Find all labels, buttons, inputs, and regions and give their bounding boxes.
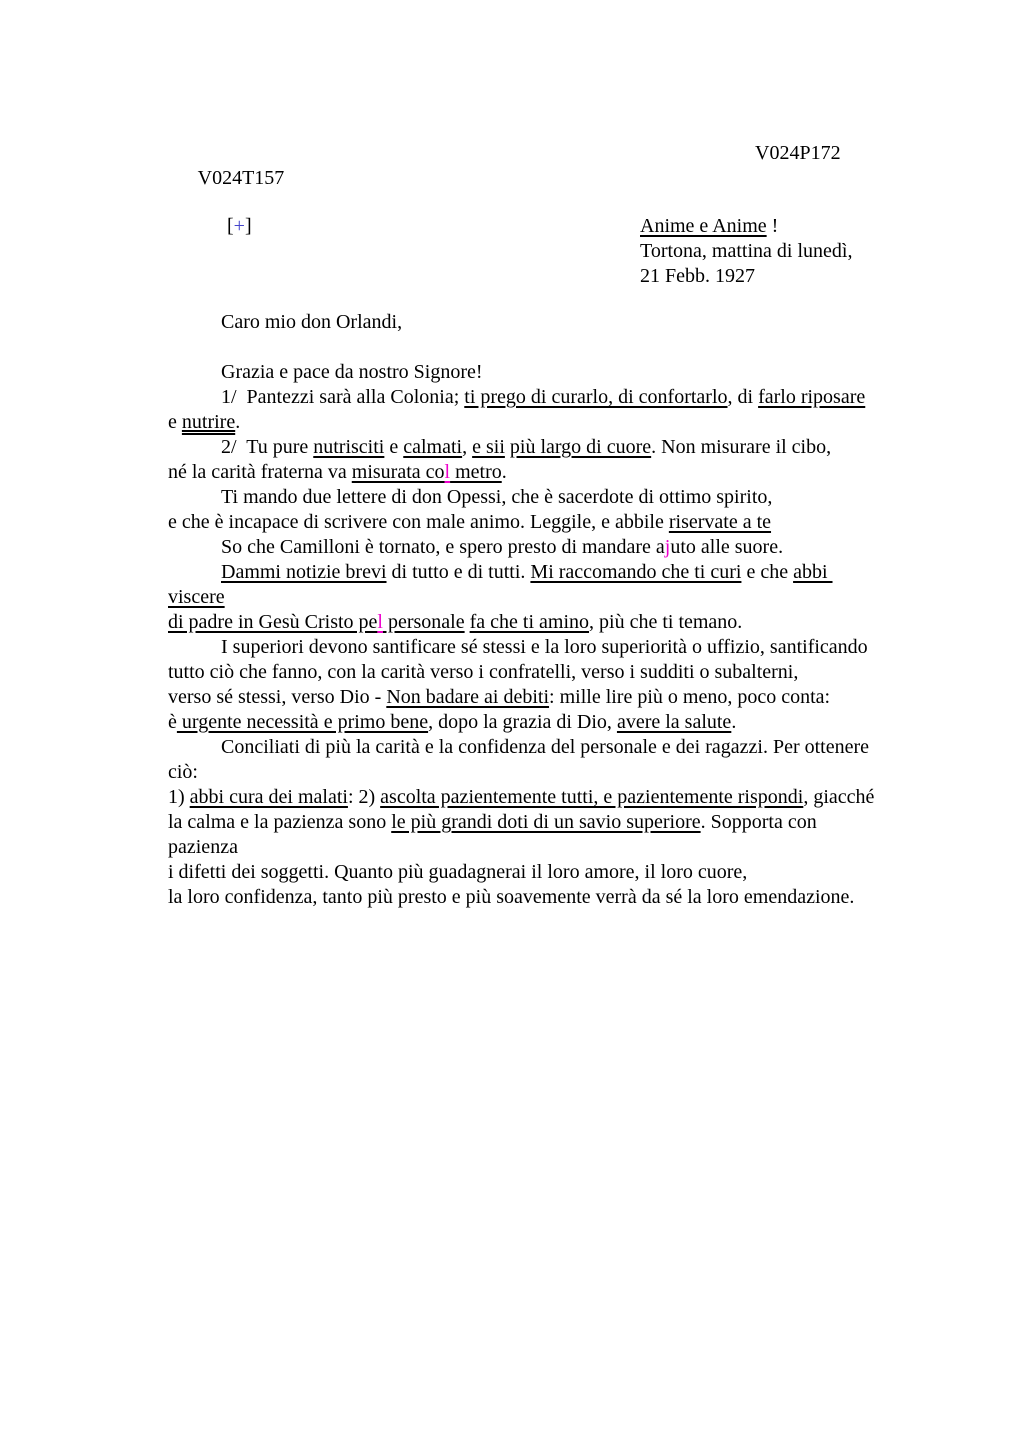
underlined-segment: abbi cura dei malati (189, 786, 348, 808)
magenta-segment: l (444, 461, 451, 483)
body-line (168, 385, 930, 410)
letter-heading-row (168, 214, 930, 289)
magenta-segment: j (664, 536, 671, 558)
underlined-segment: farlo riposare (758, 386, 866, 408)
letter-content (168, 141, 930, 910)
text-segment: . Sopporta con (700, 811, 817, 833)
body-line (168, 410, 930, 435)
body-line (168, 660, 930, 685)
underlined-segment: abbi (793, 561, 833, 583)
underlined-segment: personale (382, 611, 465, 633)
body-line (168, 810, 930, 835)
body-line (168, 360, 930, 385)
document-codes-row (168, 141, 930, 189)
cross-plus-icon: + (233, 215, 245, 237)
underlined-segment: ti prego di curarlo, di confortarlo (464, 386, 728, 408)
body-line (168, 860, 930, 885)
body-line (168, 885, 930, 910)
text-segment: e che (741, 561, 794, 583)
text-segment: tutto ciò che fanno, con la carità verso i confratelli, verso i sudditi o subalterni, (168, 661, 799, 683)
underlined-segment: fa che ti amino (469, 611, 590, 633)
text-segment: Caro mio don Orlandi, (221, 311, 403, 333)
underlined-segment: le più grandi doti di un savio superiore (391, 811, 701, 833)
text-segment: 1) (168, 786, 190, 808)
body-line (168, 535, 930, 560)
body-line (168, 685, 930, 710)
body-line (168, 510, 930, 535)
letter-head-block (640, 214, 852, 289)
text-segment: la calma e la pazienza sono (168, 811, 392, 833)
text-segment: , (462, 436, 473, 458)
body-line (168, 735, 930, 760)
text-segment: uto alle suore. (670, 536, 784, 558)
text-segment: , giacché (803, 786, 875, 808)
text-segment: ciò: (168, 761, 198, 783)
text-segment: e (384, 436, 404, 458)
text-segment: la loro confidenza, tanto più presto e più soavemente verrà da sé la loro emendazione. (168, 886, 855, 908)
text-segment: . (235, 411, 241, 433)
body-line (168, 435, 930, 460)
text-segment: 1/ Pantezzi sarà alla Colonia; (221, 386, 465, 408)
letter-date-line: 21 Febb. 1927 (640, 265, 755, 287)
underlined-segment: misurata co (351, 461, 445, 483)
cross-open-bracket: [ (227, 215, 234, 237)
body-line (168, 310, 930, 335)
text-segment: . (501, 461, 507, 483)
body-line (168, 585, 930, 610)
underlined-segment: urgente necessità e primo bene (176, 711, 429, 733)
body-line (168, 710, 930, 735)
letter-title-line (640, 214, 852, 239)
underlined-segment: Non badare ai debiti (386, 686, 550, 708)
underlined-segment: e sii (472, 436, 505, 458)
letter-title: Anime e Anime (640, 215, 767, 237)
magenta-segment: l (377, 611, 383, 633)
underlined-segment: più largo di cuore (509, 436, 652, 458)
body-line (168, 460, 930, 485)
text-segment: , più che ti temano. (589, 611, 743, 633)
text-segment: , dopo la grazia di Dio, (428, 711, 617, 733)
underlined-segment: nutrire (181, 411, 236, 433)
text-segment: è (168, 711, 177, 733)
text-segment: e (168, 411, 182, 433)
underlined-segment: calmati (403, 436, 463, 458)
underlined-segment: metro (450, 461, 502, 483)
text-segment: 2/ Tu pure (221, 436, 314, 458)
text-segment: : 2) (347, 786, 381, 808)
text-segment: Ti mando due lettere di don Opessi, che è sacerdote di ottimo spirito, (221, 486, 773, 508)
text-segment: i difetti dei soggetti. Quanto più guadagnerai il loro amore, il loro cuore, (168, 861, 748, 883)
text-segment: : mille lire più o meno, poco conta: (549, 686, 831, 708)
underlined-segment: viscere (168, 586, 225, 608)
underlined-segment: riservate a te (668, 511, 772, 533)
underlined-segment: Dammi notizie brevi (221, 561, 387, 583)
cross-mark (227, 214, 252, 239)
text-segment: So che Camilloni è tornato, e spero presto di mandare a (221, 536, 665, 558)
body-line (168, 560, 930, 585)
text-segment: . (731, 711, 737, 733)
text-segment: pazienza (168, 836, 238, 858)
letter-title-suffix: ! (766, 215, 779, 237)
body-line (168, 785, 930, 810)
body-line (168, 610, 930, 635)
body-line (168, 485, 930, 510)
letter-body (168, 310, 930, 910)
text-segment: Grazia e pace da nostro Signore! (221, 361, 483, 383)
body-line (168, 835, 930, 860)
underlined-segment: avere la salute (616, 711, 732, 733)
text-segment: e che è incapace di scrivere con male animo. Leggile, e abbile (168, 511, 669, 533)
text-segment: . Non misurare il cibo, (651, 436, 832, 458)
text-segment: Conciliati di più la carità e la confidenza del personale e dei ragazzi. Per ottenere (221, 736, 870, 758)
letter-place-line: Tortona, mattina di lunedì, (640, 240, 853, 262)
text-segment: di tutto e di tutti. (386, 561, 531, 583)
underlined-segment: Mi raccomando che ti curi (530, 561, 742, 583)
doc-code-right: V024P172 (755, 142, 841, 164)
underlined-segment: nutrisciti (313, 436, 385, 458)
doc-code-left: V024T157 (197, 167, 285, 189)
text-segment: verso sé stessi, verso Dio - (168, 686, 387, 708)
text-segment: I superiori devono santificare sé stessi e la loro superiorità o uffizio, santificando (221, 636, 868, 658)
underlined-segment: ascolta pazientemente tutti, e pazientemente rispondi (380, 786, 804, 808)
body-line (168, 760, 930, 785)
text-segment: né la carità fraterna va (168, 461, 352, 483)
text-segment: , di (727, 386, 759, 408)
body-line (168, 635, 930, 660)
blank-line (168, 335, 930, 360)
cross-close-bracket: ] (244, 215, 252, 237)
vertical-spacer (168, 289, 930, 310)
underlined-segment: di padre in Gesù Cristo pe (168, 611, 378, 633)
